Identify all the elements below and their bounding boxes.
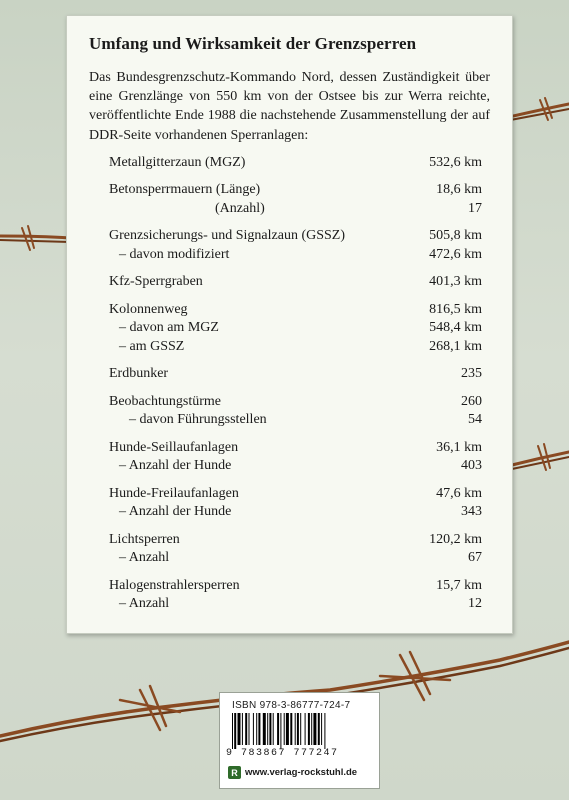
barcode-bar xyxy=(297,713,299,745)
stat-value: 15,7 km xyxy=(436,577,482,593)
stat-row xyxy=(89,301,490,320)
stat-label: Kfz-Sperrgraben xyxy=(109,274,203,290)
isbn-text: ISBN 978-3-86777-724-7 xyxy=(232,700,351,711)
stat-row xyxy=(89,457,490,476)
stat-row xyxy=(89,154,490,173)
stat-row xyxy=(89,338,490,357)
stat-value: 268,1 km xyxy=(429,338,482,354)
stat-value: 260 xyxy=(461,393,482,409)
stat-label: – Anzahl der Hunde xyxy=(119,458,232,474)
barcode-bar xyxy=(238,713,241,745)
stat-value: 532,6 km xyxy=(429,154,482,170)
barcode-number: 9 783867 777247 xyxy=(226,748,339,759)
page-title: Umfang und Wirksamkeit der Grenzsperren xyxy=(89,34,417,53)
barcode-bar xyxy=(232,713,233,749)
stat-row xyxy=(89,485,490,504)
stat-label: Betonsperrmauern (Länge) xyxy=(109,182,261,198)
barcode-bar xyxy=(263,713,266,745)
stat-label: Kolonnenweg xyxy=(109,301,188,317)
barcode-bar xyxy=(273,713,274,745)
stat-value: 403 xyxy=(461,458,482,474)
stat-row xyxy=(89,200,490,219)
stat-value: 54 xyxy=(468,412,482,428)
barcode-icon xyxy=(230,713,371,749)
barcode-bar xyxy=(324,713,325,749)
stat-row xyxy=(89,181,490,200)
stat-label: – am GSSZ xyxy=(119,338,185,354)
stat-row xyxy=(89,503,490,522)
barcode-bar xyxy=(321,713,322,745)
stat-group-kfz-sperrgraben xyxy=(89,273,490,292)
barcode-bar xyxy=(234,713,236,749)
stat-row xyxy=(89,246,490,265)
stat-label: – davon Führungsstellen xyxy=(129,412,267,428)
stat-group-halogenstrahlersperren xyxy=(89,577,490,614)
stat-value: 18,6 km xyxy=(436,182,482,198)
stat-value: 816,5 km xyxy=(429,301,482,317)
stat-label: – Anzahl der Hunde xyxy=(119,504,232,520)
stat-label: Beobachtungstürme xyxy=(109,393,221,409)
barcode-bar xyxy=(267,713,268,745)
stat-value: 401,3 km xyxy=(429,274,482,290)
barcode-bar xyxy=(318,713,320,745)
stat-value: 343 xyxy=(461,504,482,520)
stat-group-lichtsperren xyxy=(89,531,490,568)
barcode-bar xyxy=(295,713,296,745)
stat-group-hunde-seillaufanlagen xyxy=(89,439,490,476)
barcode-bar xyxy=(245,713,247,745)
stat-label: Hunde-Freilaufanlagen xyxy=(109,485,239,501)
stat-label: – Anzahl xyxy=(119,596,170,612)
barcode-bar xyxy=(277,713,279,745)
stat-value: 472,6 km xyxy=(429,246,482,262)
barcode-bar xyxy=(269,713,271,745)
publisher-line xyxy=(228,766,357,779)
stat-row xyxy=(89,393,490,412)
stat-row xyxy=(89,577,490,596)
barcode-bar xyxy=(253,713,254,745)
stat-row xyxy=(89,595,490,614)
stat-label: – davon am MGZ xyxy=(119,320,219,336)
stat-row xyxy=(89,439,490,458)
stat-label: Grenzsicherungs- und Signalzaun (GSSZ) xyxy=(109,228,346,244)
stat-label: Metallgitterzaun (MGZ) xyxy=(109,154,246,170)
stat-group-kolonnenweg xyxy=(89,301,490,357)
barcode-bar xyxy=(280,713,281,749)
stat-row xyxy=(89,319,490,338)
barcode-bar xyxy=(256,713,257,745)
stat-group-hunde-freilaufanlagen xyxy=(89,485,490,522)
stat-row xyxy=(89,273,490,292)
stat-group-beobachtungstuerme xyxy=(89,393,490,430)
stat-value: 548,4 km xyxy=(429,320,482,336)
stat-value: 12 xyxy=(468,596,482,612)
barcode-bar xyxy=(249,713,250,745)
barcode-bar xyxy=(305,713,306,745)
barcode-bar xyxy=(300,713,301,745)
stat-group-erdbunker xyxy=(89,365,490,384)
stat-group-gssz xyxy=(89,227,490,264)
publisher-url: www.verlag-rockstuhl.de xyxy=(245,767,358,778)
stat-value: 120,2 km xyxy=(429,531,482,547)
stat-label: Erdbunker xyxy=(109,366,169,382)
stat-value: 36,1 km xyxy=(436,439,482,455)
stat-label: – Anzahl xyxy=(119,550,170,566)
barcode-bar xyxy=(284,713,285,745)
stat-label: (Anzahl) xyxy=(215,200,265,216)
stat-row xyxy=(89,411,490,430)
stat-value: 67 xyxy=(468,550,482,566)
stat-row xyxy=(89,227,490,246)
stat-value: 47,6 km xyxy=(436,485,482,501)
barcode-bar xyxy=(286,713,289,745)
stat-value: 235 xyxy=(461,366,482,382)
barcode-bar xyxy=(313,713,316,745)
content-panel xyxy=(66,15,513,634)
stat-label: – davon modifiziert xyxy=(119,246,230,262)
stat-row xyxy=(89,531,490,550)
publisher-logo-icon: R xyxy=(228,766,241,779)
stat-group-mgz xyxy=(89,154,490,173)
stats-list xyxy=(89,154,490,614)
barcode-bar xyxy=(311,713,312,745)
barcode-bar xyxy=(258,713,260,745)
stat-row xyxy=(89,549,490,568)
stat-value: 505,8 km xyxy=(429,228,482,244)
barcode-bar xyxy=(290,713,292,745)
barcode-box xyxy=(219,692,380,789)
barcode-bar xyxy=(308,713,310,745)
stat-label: Hunde-Seillaufanlagen xyxy=(109,439,239,455)
stat-label: Halogenstrahlersperren xyxy=(109,577,240,593)
stat-row xyxy=(89,365,490,384)
intro-paragraph: Das Bundesgrenzschutz-Kommando Nord, dessen Zuständigkeit über eine Grenzlänge von 550 km von der Ostsee bis zur Werra reichte, veröffentlichte Ende 1988 die nachstehende Zusammenstellung der auf DDR-Seite vorhandenen Sperranlagen: xyxy=(89,70,490,143)
stat-value: 17 xyxy=(468,200,482,216)
stat-group-betonsperrmauern xyxy=(89,181,490,218)
stat-label: Lichtsperren xyxy=(109,531,180,547)
barcode-bar xyxy=(242,713,243,745)
